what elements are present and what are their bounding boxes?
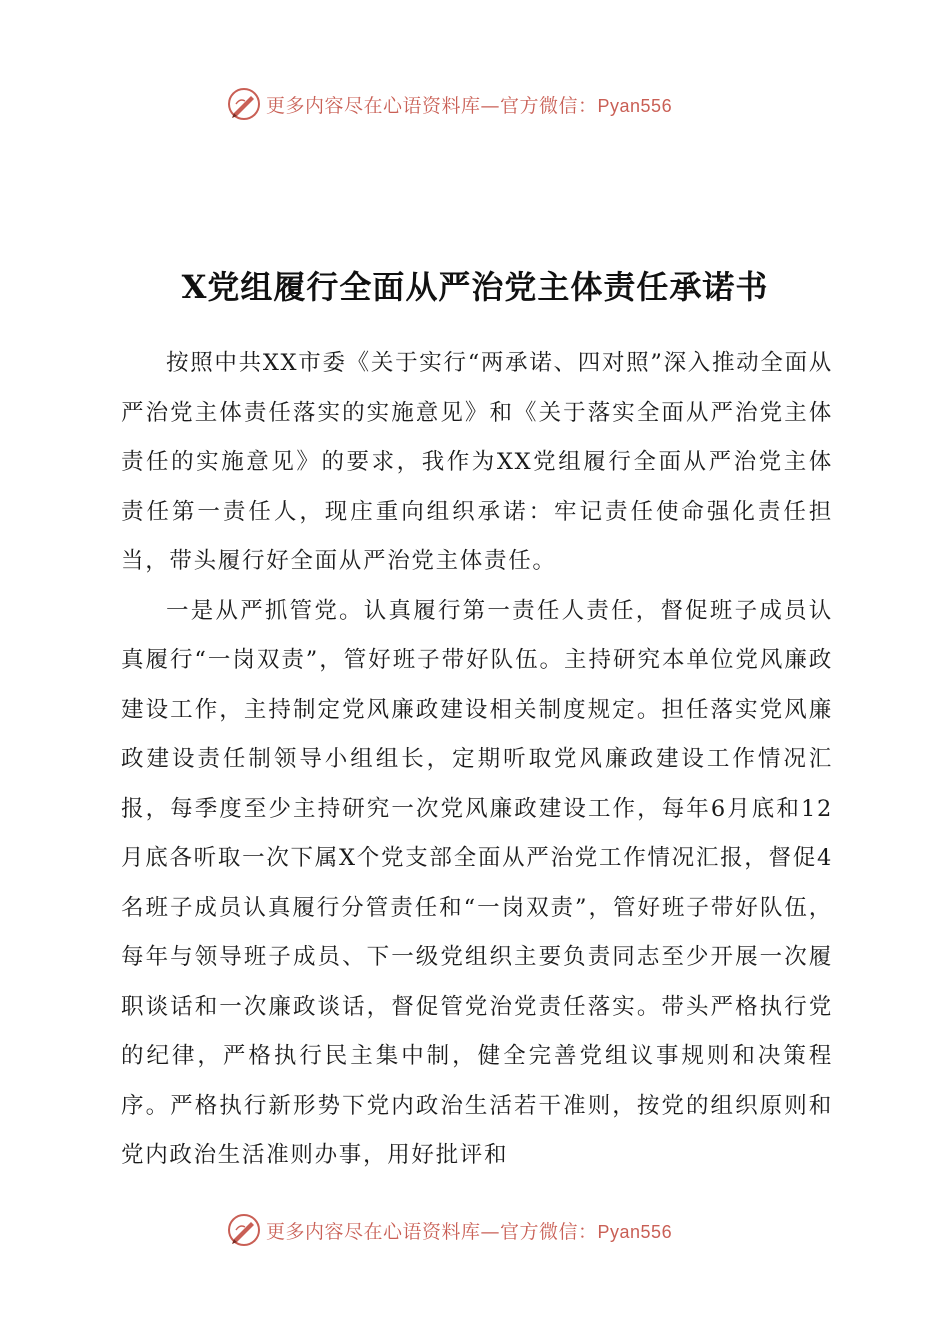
document-body (121, 339, 833, 1181)
document-title: X党组履行全面从严治党主体责任承诺书 (181, 268, 769, 306)
paragraph-point-one: 一是从严抓管党。认真履行第一责任人责任，督促班子成员认真履行“一岗双责”，管好班子带好队伍。主持研究本单位党风廉政建设工作，主持制定党风廉政建设相关制度规定。担任落实党风廉政建设责任制领导小组组长，定期听取党风廉政建设工作情况汇报，每季度至少主持研究一次党风廉政建设工作，每年6月底和12月底各听取一次下属X个党支部全面从严治党工作情况汇报，督促4名班子成员认真履行分管责任和“一岗双责”，管好班子带好队伍，每年与领导班子成员、下一级党组织主要负责同志至少开展一次履职谈话和一次廉政谈话，督促管党治党责任落实。带头严格执行党的纪律，严格执行民主集中制，健全完善党组议事规则和决策程序。严格执行新形势下党内政治生活若干准则，按党的组织原则和党内政治生活准则办事，用好批评和 (121, 597, 833, 1168)
watermark-wechat-id: Pyan556 (597, 95, 673, 116)
watermark-text: 更多内容尽在心语资料库—官方微信：Pyan556 (266, 1220, 673, 1243)
watermark-text: 更多内容尽在心语资料库—官方微信：Pyan556 (266, 94, 673, 117)
pen-logo-icon (226, 86, 262, 122)
watermark-header (226, 84, 726, 124)
paragraph-intro: 按照中共XX市委《关于实行“两承诺、四对照”深入推动全面从严治党主体责任落实的实施意见》和《关于落实全面从严治党主体责任的实施意见》的要求，我作为XX党组履行全面从严治党主体责任第一责任人，现庄重向组织承诺：牢记责任使命强化责任担当，带头履行好全面从严治党主体责任。 (121, 350, 833, 574)
pen-logo-icon (226, 1212, 262, 1248)
watermark-wechat-id: Pyan556 (597, 1221, 673, 1242)
watermark-footer (226, 1210, 726, 1250)
